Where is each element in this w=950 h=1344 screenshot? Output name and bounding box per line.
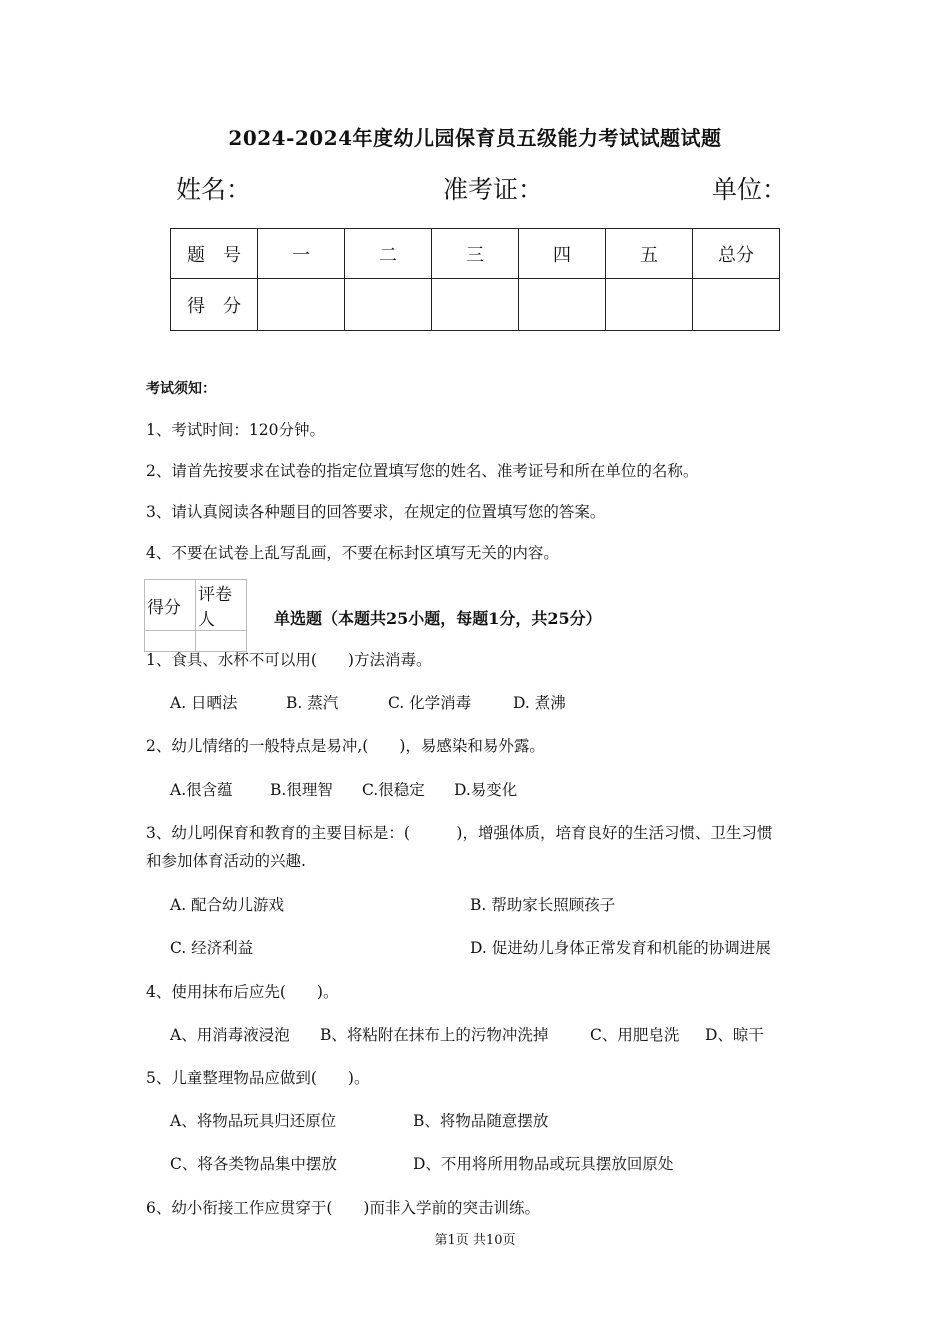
grader-score-label: 得分 [145, 580, 196, 631]
score-cell[interactable] [432, 279, 519, 331]
option-4b: B、将粘附在抹布上的污物冲洗掉 [320, 1026, 549, 1044]
question-5: 5、儿童整理物品应做到( )。 [146, 1069, 370, 1087]
question-3: 3、幼儿吲保育和教育的主要目标是：( )，增强体质，培育良好的生活习惯、卫生习惯 [146, 824, 773, 842]
score-table-header: 四 [519, 229, 606, 279]
question-3-cont: 和参加体育活动的兴趣. [146, 852, 306, 870]
notice-heading: 考试须知： [146, 381, 216, 397]
score-table-header: 总分 [693, 229, 780, 279]
option-5a: A、将物品玩具归还原位 [170, 1112, 337, 1130]
question-4: 4、使用抹布后应先( )。 [146, 983, 339, 1001]
option-5b: B、将物品随意摆放 [413, 1112, 549, 1130]
exam-id-label: 准考证： [443, 175, 544, 204]
option-4a: A、用消毒液浸泡 [170, 1026, 290, 1044]
page-title: 2024-2024年度幼儿园保育员五级能力考试试题试题 [228, 126, 722, 150]
score-cell[interactable] [258, 279, 345, 331]
score-cell[interactable] [345, 279, 432, 331]
score-table-header: 三 [432, 229, 519, 279]
option-3d: D. 促进幼儿身体正常发育和机能的协调进展 [470, 939, 771, 957]
option-5c: C、将各类物品集中摆放 [170, 1155, 337, 1173]
section-title: 单选题（本题共25小题，每题1分，共25分） [274, 609, 602, 628]
notice-item: 1、考试时间：120分钟。 [146, 421, 325, 439]
grader-reviewer-label: 评卷人 [196, 580, 247, 631]
option-1d: D. 煮沸 [513, 694, 566, 712]
name-label: 姓名： [176, 175, 252, 204]
score-cell[interactable] [693, 279, 780, 331]
score-cell[interactable] [606, 279, 693, 331]
unit-label: 单位： [712, 175, 788, 204]
score-cell[interactable] [519, 279, 606, 331]
question-2: 2、幼儿情绪的一般特点是易冲,( )，易感染和易外露。 [146, 737, 545, 755]
score-table-header: 题 号 [171, 229, 258, 279]
option-3b: B. 帮助家长照顾孩子 [470, 896, 616, 914]
option-1b: B. 蒸汽 [286, 694, 339, 712]
notice-item: 4、不要在试卷上乱写乱画，不要在标封区填写无关的内容。 [146, 544, 559, 562]
option-3a: A. 配合幼儿游戏 [170, 896, 285, 914]
option-4c: C、用肥皂洗 [590, 1026, 680, 1044]
score-table [170, 228, 780, 331]
option-2b: B.很理智 [270, 781, 333, 799]
notice-item: 3、请认真阅读各种题目的回答要求，在规定的位置填写您的答案。 [146, 503, 606, 521]
score-table-header: 一 [258, 229, 345, 279]
option-2c: C.很稳定 [362, 781, 425, 799]
score-row-label: 得 分 [171, 279, 258, 331]
option-1c: C. 化学消毒 [388, 694, 472, 712]
question-6: 6、幼小衔接工作应贯穿于( )而非入学前的突击训练。 [146, 1199, 540, 1217]
score-table-header: 二 [345, 229, 432, 279]
option-1a: A. 日晒法 [170, 694, 238, 712]
score-table-header: 五 [606, 229, 693, 279]
option-5d: D、不用将所用物品或玩具摆放回原处 [413, 1155, 674, 1173]
option-2d: D.易变化 [454, 781, 518, 799]
page-footer: 第1页 共10页 [434, 1233, 516, 1248]
notice-item: 2、请首先按要求在试卷的指定位置填写您的姓名、准考证号和所在单位的名称。 [146, 462, 699, 480]
question-1: 1、食具、水杯不可以用( )方法消毒。 [146, 651, 432, 669]
grader-box [144, 579, 247, 652]
option-2a: A.很含蕴 [170, 781, 233, 799]
option-4d: D、晾干 [705, 1026, 764, 1044]
option-3c: C. 经济利益 [170, 939, 254, 957]
